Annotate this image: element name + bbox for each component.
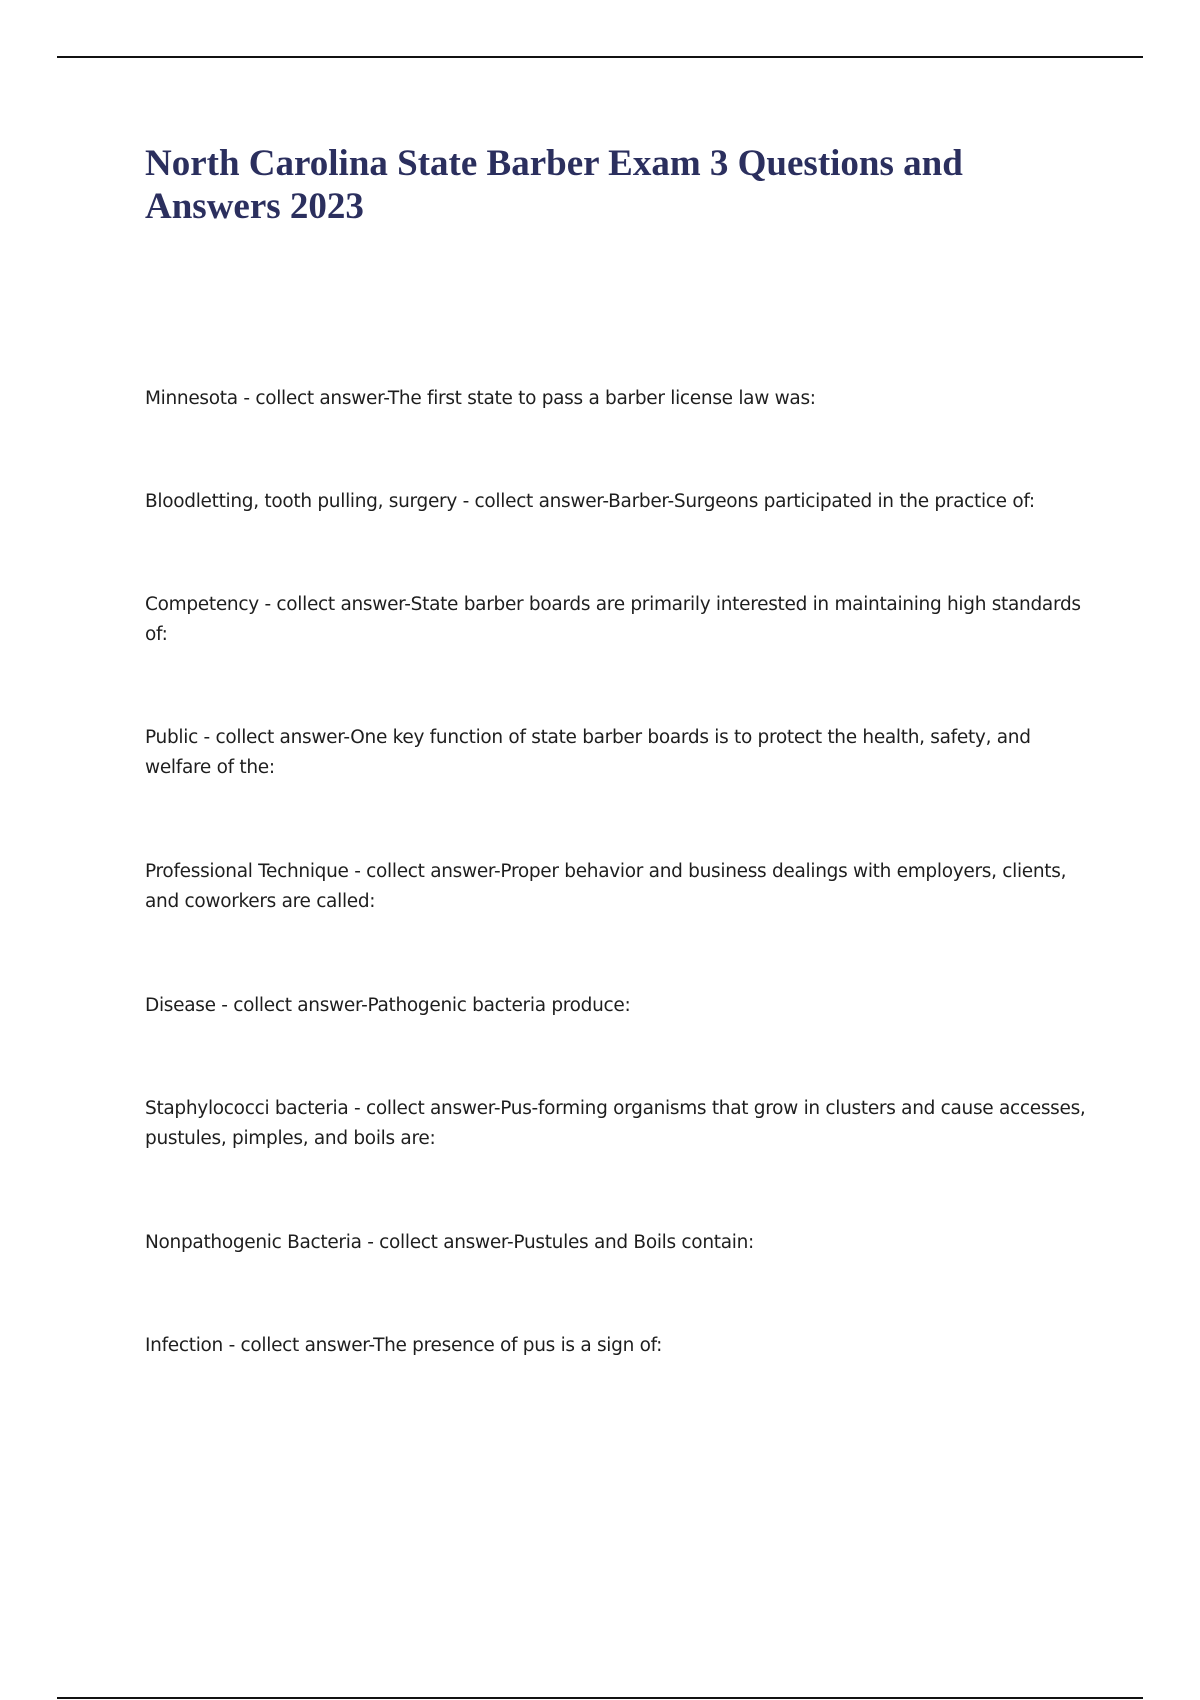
- qa-item-9: Infection - collect answer-The presence of pus is a sign of:: [145, 1335, 663, 1356]
- qa-item-8: Nonpathogenic Bacteria - collect answer-Pustules and Boils contain:: [145, 1232, 754, 1253]
- qa-item-1: Minnesota - collect answer-The first state to pass a barber license law was:: [145, 388, 816, 409]
- qa-item-5: Professional Technique - collect answer-Proper behavior and business dealings with employers, clients, and coworkers are called:: [145, 861, 1067, 912]
- qa-item-6: Disease - collect answer-Pathogenic bacteria produce:: [145, 995, 631, 1016]
- document-title: North Carolina State Barber Exam 3 Questions and Answers 2023: [145, 143, 963, 227]
- qa-item-3: Competency - collect answer-State barber boards are primarily interested in maintaining high standards of:: [145, 594, 1081, 645]
- qa-item-2: Bloodletting, tooth pulling, surgery - collect answer-Barber-Surgeons participated in the practice of:: [145, 491, 1035, 512]
- qa-item-4: Public - collect answer-One key function of state barber boards is to protect the health, safety, and welfare of the:: [145, 727, 1031, 778]
- qa-item-7: Staphylococci bacteria - collect answer-Pus-forming organisms that grow in clusters and cause accesses, pustules, pimples, and boils are:: [145, 1098, 1086, 1149]
- top-rule: [57, 56, 1143, 58]
- bottom-rule: [57, 1697, 1143, 1699]
